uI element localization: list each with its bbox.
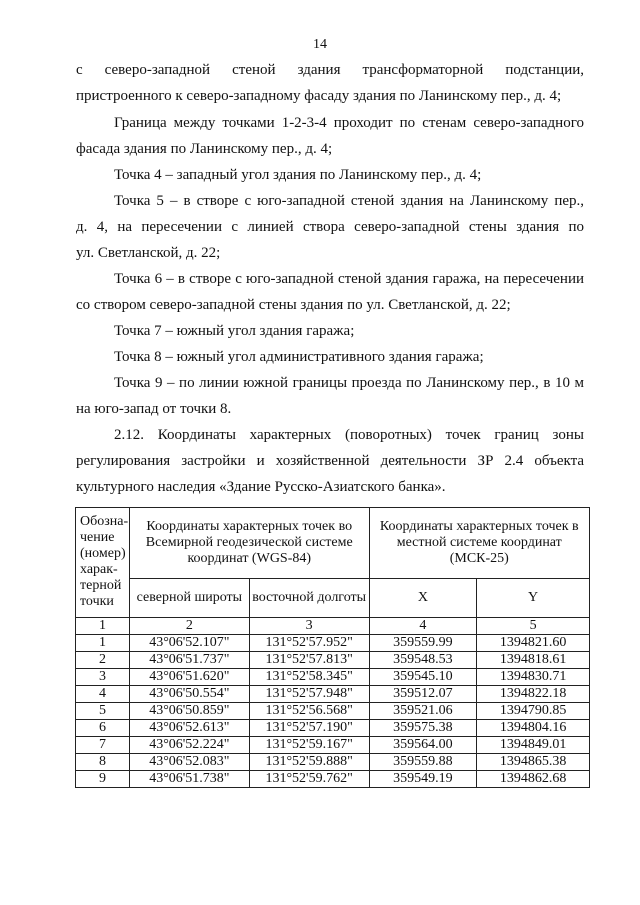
paragraph-line: Точка 9 – по линии южной границы проезда по Ланинскому пер., в 10 м — [114, 375, 584, 391]
column-number: 4 — [369, 618, 477, 635]
paragraph-line: д. 4, на пересечении с линией створа северо-западной стены здания по — [76, 219, 584, 235]
table-row — [76, 720, 590, 737]
header-wgs84: Координаты характерных точек во Всемирной геодезической системе координат (WGS-84) — [129, 508, 369, 579]
latitude-cell: 43°06'50.554" — [129, 686, 249, 703]
x-cell: 359564.00 — [369, 737, 477, 754]
header-latitude: северной широты — [129, 579, 249, 618]
point-number: 3 — [76, 669, 130, 686]
x-cell: 359521.06 — [369, 703, 477, 720]
latitude-cell: 43°06'51.738" — [129, 771, 249, 788]
longitude-cell: 131°52'59.762" — [249, 771, 369, 788]
latitude-cell: 43°06'51.620" — [129, 669, 249, 686]
x-cell: 359548.53 — [369, 652, 477, 669]
latitude-cell: 43°06'52.107" — [129, 635, 249, 652]
table-row — [76, 635, 590, 652]
table-row — [76, 669, 590, 686]
y-cell: 1394865.38 — [477, 754, 590, 771]
latitude-cell: 43°06'52.224" — [129, 737, 249, 754]
point-number: 6 — [76, 720, 130, 737]
y-cell: 1394822.18 — [477, 686, 590, 703]
x-cell: 359575.38 — [369, 720, 477, 737]
y-cell: 1394849.01 — [477, 737, 590, 754]
y-cell: 1394790.85 — [477, 703, 590, 720]
table-row — [76, 703, 590, 720]
longitude-cell: 131°52'56.568" — [249, 703, 369, 720]
x-cell: 359512.07 — [369, 686, 477, 703]
point-number: 5 — [76, 703, 130, 720]
table-row — [76, 737, 590, 754]
column-number: 1 — [76, 618, 130, 635]
header-point: Обозна-чение (номер) харак-терной точки — [76, 508, 130, 618]
longitude-cell: 131°52'59.888" — [249, 754, 369, 771]
paragraph-line: с северо-западной стеной здания трансформаторной подстанции, — [76, 62, 584, 78]
latitude-cell: 43°06'51.737" — [129, 652, 249, 669]
x-cell: 359559.88 — [369, 754, 477, 771]
point-number: 7 — [76, 737, 130, 754]
point-number: 4 — [76, 686, 130, 703]
header-y: Y — [477, 579, 590, 618]
longitude-cell: 131°52'57.952" — [249, 635, 369, 652]
table-row — [76, 652, 590, 669]
header-msk25: Координаты характерных точек в местной системе координат (МСК-25) — [369, 508, 589, 579]
table-row — [76, 771, 590, 788]
header-longitude: восточной долготы — [249, 579, 369, 618]
point-number: 8 — [76, 754, 130, 771]
longitude-cell: 131°52'57.190" — [249, 720, 369, 737]
paragraph-line: Точка 4 – западный угол здания по Ланинскому пер., д. 4; — [114, 167, 482, 183]
column-number-row — [76, 618, 590, 635]
column-number: 3 — [249, 618, 369, 635]
page-number: 14 — [313, 37, 327, 52]
paragraph-line: со створом северо-западной стены здания по ул. Светланской, д. 22; — [76, 297, 511, 313]
y-cell: 1394821.60 — [477, 635, 590, 652]
section-heading-line: 2.12. Координаты характерных (поворотных) точек границ зоны — [114, 427, 584, 443]
header-x: X — [369, 579, 477, 618]
paragraph-line: пристроенного к северо-западному фасаду здания по Ланинскому пер., д. 4; — [76, 88, 562, 104]
x-cell: 359559.99 — [369, 635, 477, 652]
table-row — [76, 754, 590, 771]
column-number: 5 — [477, 618, 590, 635]
point-number: 1 — [76, 635, 130, 652]
point-number: 2 — [76, 652, 130, 669]
column-number: 2 — [129, 618, 249, 635]
paragraph-line: культурного наследия «Здание Русско-Азиатского банка». — [76, 479, 446, 495]
longitude-cell: 131°52'57.813" — [249, 652, 369, 669]
x-cell: 359549.19 — [369, 771, 477, 788]
latitude-cell: 43°06'52.613" — [129, 720, 249, 737]
latitude-cell: 43°06'50.859" — [129, 703, 249, 720]
latitude-cell: 43°06'52.083" — [129, 754, 249, 771]
paragraph-line: Точка 7 – южный угол здания гаража; — [114, 323, 355, 339]
point-number: 9 — [76, 771, 130, 788]
longitude-cell: 131°52'57.948" — [249, 686, 369, 703]
paragraph-line: ул. Светланской, д. 22; — [76, 245, 221, 261]
x-cell: 359545.10 — [369, 669, 477, 686]
longitude-cell: 131°52'58.345" — [249, 669, 369, 686]
paragraph-line: фасада здания по Ланинскому пер., д. 4; — [76, 141, 333, 157]
paragraph-line: Точка 8 – южный угол административного здания гаража; — [114, 349, 484, 365]
paragraph-line: на юго-запад от точки 8. — [76, 401, 232, 417]
paragraph-line: Граница между точками 1-2-3-4 проходит по стенам северо-западного — [114, 115, 584, 131]
paragraph-line: регулирования застройки и хозяйственной деятельности ЗР 2.4 объекта — [76, 453, 584, 469]
y-cell: 1394830.71 — [477, 669, 590, 686]
y-cell: 1394862.68 — [477, 771, 590, 788]
paragraph-line: Точка 5 – в створе с юго-западной стеной здания на Ланинскому пер., — [114, 193, 584, 209]
paragraph-line: Точка 6 – в створе с юго-западной стеной здания гаража, на пересечении — [114, 271, 584, 287]
y-cell: 1394818.61 — [477, 652, 590, 669]
y-cell: 1394804.16 — [477, 720, 590, 737]
coordinates-table — [75, 507, 590, 788]
table-row — [76, 686, 590, 703]
longitude-cell: 131°52'59.167" — [249, 737, 369, 754]
